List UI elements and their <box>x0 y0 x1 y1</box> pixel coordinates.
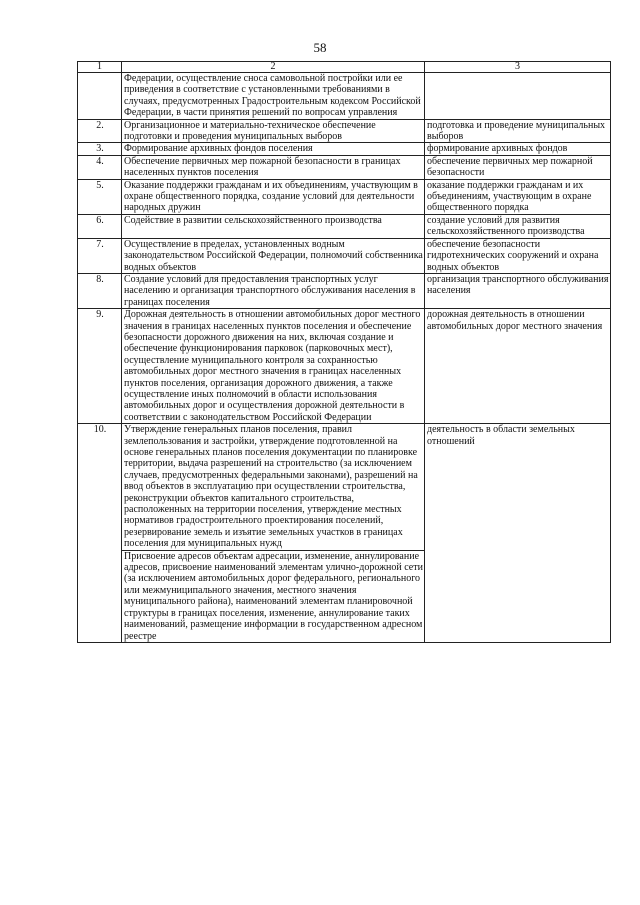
table-row <box>78 119 611 143</box>
row-number: 6. <box>78 214 122 238</box>
power-description: Утверждение генеральных планов поселения, правил землепользования и застройки, утверждение подготовленной на основе генеральных планов поселения документации по планировке территории, выдача разрешений на строительство (за исключением случаев, предусмотренных федеральными законами), разрешений на ввод объектов в эксплуатацию при осуществлении строительства, реконструкции объектов капитального строительства, расположенных на территории поселения, утверждение местных нормативов градостроительного проектирования поселений, резервирование земель и изъятие земельных участков в границах поселения для муниципальных нужд <box>124 424 418 550</box>
row-number: 3. <box>78 143 122 155</box>
row-number: 8. <box>78 273 122 308</box>
power-description: Создание условий для предоставления транспортных услуг населению и организация транспортного обслуживания населения в границах поселения <box>122 273 425 308</box>
activity-type: создание условий для развития сельскохозяйственного производства <box>425 214 611 238</box>
activity-type <box>425 73 611 120</box>
activity-type: оказание поддержки гражданам и их объединениям, участвующим в охране общественного порядка <box>425 179 611 214</box>
power-description: Содействие в развитии сельскохозяйственного производства <box>122 214 425 238</box>
page-number: 58 <box>313 40 327 55</box>
power-description-cell <box>122 424 425 643</box>
row-number: 10. <box>78 424 122 643</box>
power-description: Обеспечение первичных мер пожарной безопасности в границах населенных пунктов поселения <box>122 155 425 179</box>
table-header-row <box>78 62 611 73</box>
activity-type: обеспечение первичных мер пожарной безопасности <box>425 155 611 179</box>
power-description: Оказание поддержки гражданам и их объединениям, участвующим в охране общественного порядка, создание условий для деятельности народных дружин <box>122 179 425 214</box>
table-row <box>78 143 611 155</box>
power-description: Осуществление в пределах, установленных водным законодательством Российской Федерации, полномочий собственника водных объектов <box>122 238 425 273</box>
table-row <box>78 309 611 424</box>
powers-table <box>77 61 611 643</box>
power-description: Организационное и материально-техническое обеспечение подготовки и проведения муниципальных выборов <box>122 119 425 143</box>
column-header: 1 <box>78 62 122 73</box>
table-row <box>78 214 611 238</box>
column-header: 2 <box>122 62 425 73</box>
row-number: 4. <box>78 155 122 179</box>
power-description: Формирование архивных фондов поселения <box>122 143 425 155</box>
activity-type: формирование архивных фондов <box>425 143 611 155</box>
power-description: Дорожная деятельность в отношении автомобильных дорог местного значения в границах населенных пунктов поселения и обеспечение безопасности дорожного движения на них, включая создание и обеспечение функционирования парковок (парковочных мест), осуществление муниципального контроля за сохранностью автомобильных дорог местного значения в границах населенных пунктов поселения, организация дорожного движения, а также осуществление иных полномочий в области использования автомобильных дорог и осуществления дорожной деятельности в соответствии с законодательством Российской Федерации <box>122 309 425 424</box>
activity-type: обеспечение безопасности гидротехнических сооружений и охрана водных объектов <box>425 238 611 273</box>
row-number: 2. <box>78 119 122 143</box>
activity-type: дорожная деятельность в отношении автомобильных дорог местного значения <box>425 309 611 424</box>
row-number: 9. <box>78 309 122 424</box>
row-number: 7. <box>78 238 122 273</box>
power-description: Федерации, осуществление сноса самовольной постройки или ее приведения в соответствие с установленными требованиями в случаях, предусмотренных Градостроительным кодексом Российской Федерации, в части принятия решений по вопросам управления <box>122 73 425 120</box>
power-description-addressing: Присвоение адресов объектам адресации, изменение, аннулирование адресов, присвоение наименований элементам улично-дорожной сети (за исключением автомобильных дорог федерального, регионального или межмуниципального значения, местного значения муниципального района), наименований элементам планировочной структуры в границах поселения, изменение, аннулирование таких наименований, размещение информации в государственном адресном реестре <box>124 550 423 642</box>
table-row <box>78 73 611 120</box>
activity-type: организация транспортного обслуживания населения <box>425 273 611 308</box>
table-row <box>78 273 611 308</box>
table-row <box>78 238 611 273</box>
table-row <box>78 424 611 643</box>
column-header: 3 <box>425 62 611 73</box>
table-row <box>78 179 611 214</box>
table-row <box>78 155 611 179</box>
row-number <box>78 73 122 120</box>
activity-type: подготовка и проведение муниципальных выборов <box>425 119 611 143</box>
row-number: 5. <box>78 179 122 214</box>
activity-type: деятельность в области земельных отношений <box>425 424 611 643</box>
